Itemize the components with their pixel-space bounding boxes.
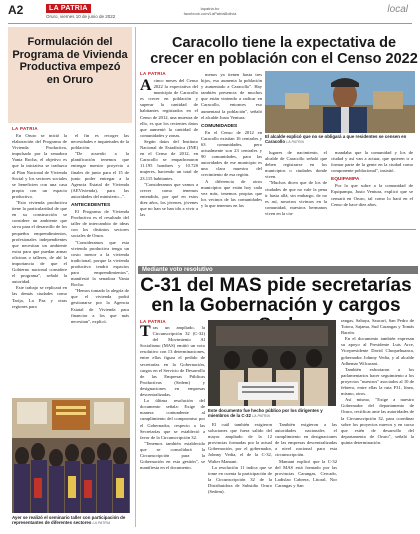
subhead-equipampa: EQUIPAMPA <box>331 177 360 183</box>
edition-date: Oruro, viernes 10 de junio de 2022 <box>46 14 116 19</box>
subhead-antecedentes: ANTECEDENTES <box>71 203 111 209</box>
paragraph: En Oruro se inició la elaboración del Programa de Vivienda Productiva, impulsado por la senadora Vania Rocha, el objetivo es que la iniciativa se traduzca al Plan Nacional de Vivienda Social y los sectores sociales se beneficien con una casa propia con un espacio productivo. <box>12 133 67 199</box>
paragraph: El Programa de Vivienda Productiva es el resultado del taller de intercambio de ideas con los distintos sectores sociales de Oruro. <box>71 209 129 239</box>
website-text: lapatria.bo <box>200 6 220 11</box>
subhead-comunidades: COMUNIDADES <box>201 123 238 129</box>
paragraph: "De acuerdo a la planificación tenemos que entregar nuestro proyecto a finales de junio para el 15 de junio poder entregar a la Agencia Estatal de Vivienda (AEVivienda), para las autoridades del ministerio...". <box>71 151 129 199</box>
column-divider <box>135 27 136 527</box>
paragraph: También exhortaron a los parlamentarios hacer seguimiento a los proyectos "nuestros" asociados al 10 de febrero, entre ellas la ruta F31, línea, mismo, otros. <box>341 366 414 397</box>
photo-credit: LA PATRIA <box>92 521 111 526</box>
bottom-pretitle: Mediante voto resolutivo <box>138 266 418 274</box>
caption-text: El alcalde explicó que no se obligará a que residentes se censen en Caracollo <box>265 134 407 145</box>
paragraph: menos ya tienen hasta tres hijos, eso aumenta la población y aumentado a Caracollo". Hay también presencia de muchos que están viniendo a radicar en Caracollo, entonces eso aumentará la población", señaló el alcalde Justo Ventura. <box>201 72 262 120</box>
top-headline: Caracollo tiene la expectativa de crecer en población con el Censo 2022 <box>150 35 418 67</box>
top-article-col2 <box>201 72 262 226</box>
left-photo-caption <box>12 515 132 527</box>
paragraph: En el Censo de 2012 en Caracollo existían 16 centrales y 63 comunidades, pero actualmente son 23 centrales y 90 comunidades, para las autoridades de ese municipio es una clara muestra del crecimiento de esa región. <box>201 129 262 178</box>
paragraph: A diferencia de otros municipios que están hoy cada vez más, tenemos propias que los vecinos de las comunidades y la que tenemos en las <box>201 178 262 208</box>
paragraph: cinco meses del Censo 2022 la expectativa del municipio de Caracollo es crecer en población y superar la cantidad de habitantes registrados en el Censo de 2012, una muestra de ello, es que los recientes datos que aumentó la cantidad de comunidades y zonas. <box>140 78 198 138</box>
bottom-article-col2 <box>208 422 272 530</box>
left-kicker: LA PATRIA <box>12 126 38 131</box>
paragraph: Así mismo, "Exige a nuestro Gobernador del departamento de Oruro, rectificar ante las autoridades de la Circunscripción 32, para coordinar sobre los proyectos nuevos y en curso que estén de desarrollo del departamento de Oruro", señaló la quinta determinación. <box>341 397 414 445</box>
mayor-photo-caption <box>265 134 415 146</box>
seminar-photo <box>12 398 130 513</box>
newspaper-logo: LA PATRIA <box>46 4 91 13</box>
bottom-kicker: LA PATRIA <box>140 319 166 324</box>
paragraph: En el documento también expresan su apoyo al Presidente Luis Arce, Vicepresidente David Choquehuanca, gobernador Johnny Vedia, y al alcalde Adhemar Wilcarani. <box>341 336 414 366</box>
section-name: local <box>387 4 408 15</box>
top-article-col1 <box>140 78 198 226</box>
left-headline: Formulación del Programa de Vivienda Productiva empezó en Oruro <box>12 36 128 86</box>
paragraph: el fin es recoger las necesidades e inquietudes de la población. <box>71 133 129 151</box>
header-rule <box>8 23 412 24</box>
paragraph: ras un ampliado, la Circunscripción 32 (C-32) del Movimiento Al Socialismo (MAS) emitió un voto resolutivo con 13 determinaciones, entre ellas figura el pedido de secretarías en la Gobernación, cargos en el Servicio de Desarrollo de las Empresas Públicas Productivas (Sedem) y designaciones en empresas descentralizadas. <box>140 325 205 398</box>
paragraph: "Esta vivienda productiva tiene la particularidad de que en su construcción se considere un ambiente que sirva para el desarrollo de los pequeños emprendimientos, profesionales independientes que necesitan un ambiente extra para que puedan armar oficinas o talleres, de ahí la importancia de que el Gobierno nacional considere el programa", señaló la autoridad. <box>12 200 67 285</box>
page-number: A2 <box>8 3 24 17</box>
paragraph: "Hemos tomado la alegría de que el vivienda podrá gestionarse por la Agencia Estatal de Vivienda para financiar a los que más necesitan", explicó. <box>71 288 129 324</box>
left-article-col2 <box>71 133 129 395</box>
top-article-col4 <box>331 150 413 226</box>
dropcap: T <box>140 323 151 340</box>
paragraph: "Consideramos que vamos a crecer como tenemos entendido, por qué en estos diez años, los jóvenes, jóvenes que no han se han ido a vivir a las <box>140 181 198 218</box>
document-photo-caption <box>208 408 338 420</box>
top-kicker: LA PATRIA <box>140 71 166 76</box>
paragraph: También exigieron a las autoridades nacionales el cumplimiento en designaciones de las empresas descentralizadas a nivel nacional para esta circunscripción. <box>275 422 337 458</box>
bottom-article-col1 <box>140 318 205 530</box>
top-article-col3 <box>265 150 327 226</box>
paragraph: Mamani explicó que la C-32 del MAS está formado por las provincias Carangas, Cercado, Ladislao Cabrera, Litoral, Nor Carangas y San <box>275 458 337 488</box>
paragraph: El cuál también exigieron soluciones que fuera salido del mayor ampliado de la 12 provincias formadas por la actual Gobernación, por el gobernador, Johnny Vedia, el de la C-32, Walter Mamani. <box>208 422 272 464</box>
facebook-text: facebook.com/LaPatriaBolivia <box>183 11 237 16</box>
paragraph: "Tenemos también establecido que se consolidará la Circunscripción para la Gobernación en esta gestión", se manifiesta en el documento. <box>140 440 205 471</box>
caption-text: Ayer se realizó el seminario taller con participación de representantes de diferentes sectores <box>12 515 126 526</box>
paragraph: Según datos del Instituto Nacional de Estadística (INE) en el Censo de 2012, en Caracollo se empadronaron 11.195 hombres y 10.720 mujeres, haciendo un total de 23.115 habitantes. <box>140 138 198 181</box>
photo-credit: LA PATRIA <box>286 140 304 145</box>
article-divider <box>138 229 416 230</box>
paragraph: La resolución 11 indica que se tome en cuenta la participación de la Circunscripción 32 de la Distribuidora de Subsidio Oruro (Sedem). <box>208 464 272 495</box>
paragraph: Este trabajo se replicará en las demás ciudades como Tarija, La Paz y otras regiones para <box>12 285 67 309</box>
paragraph: mandaba que la comunidad y los de ciudad y así van a actuar, que quieren ir a formar parte de la gente en la ciudad como componente poblacional", insistió. <box>331 150 413 174</box>
paragraph: Por lo que sobre a la comunidad de Equipampa, Justo Ventura, explicó que se censará en Oruro, tal como lo hará en el Censo de hace diez años. <box>331 183 413 207</box>
bottom-headline: C-31 del MAS pide secretarías en la Gobernación y cargos <box>140 275 412 316</box>
photo-credit: LA PATRIA <box>252 414 270 419</box>
left-article-col1 <box>12 133 67 393</box>
paragraph: "Consideramos que esta vivienda productiva tenga un costo menor a la vivienda tradicional, porque la vivienda productiva tendrá espacios para emprendimientos", manifestó la senadora Vania Rocha. <box>71 239 129 288</box>
paragraph: rangas, Sabaya, Saucarí, San Pedro de Totora, Sajama, Sud Carangas y Tomás Barrón. <box>341 318 414 336</box>
document-photo <box>208 320 336 406</box>
mayor-photo <box>265 71 415 133</box>
paragraph: "Muchos dicen que de los de ciudades de que no vale la pena ir hasta allá, sin embargo, de no es así, nosotros vivimos en la comunidad, nuestros hermanos viven en la ciu- <box>265 180 327 216</box>
caption-text: Este documento fue hecho público por los dirigentes y miembros de la C-32 <box>208 408 323 419</box>
paragraph: La última resolución del documento señala: Exige de manera contundente al cumplimiento del compromiso por el Gobernador, respecto a las Secretarías que se estableció a favor de la Circunscripción 32. <box>140 398 205 440</box>
paragraph: lugares de nacimiento, el alcalde de Caracollo señaló que deben registrarse en los municipios o ciudades donde viven. <box>265 150 327 180</box>
bottom-article-col3 <box>275 422 337 530</box>
bottom-article-col4 <box>341 318 414 530</box>
dropcap: A <box>140 78 152 94</box>
